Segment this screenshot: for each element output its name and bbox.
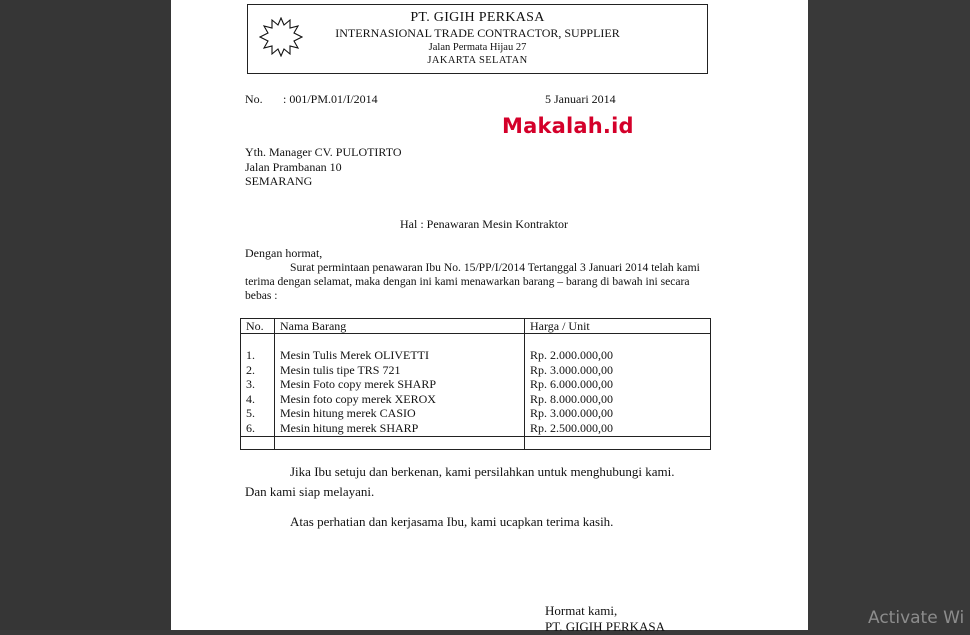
recipient-line-1: Yth. Manager CV. PULOTIRTO xyxy=(245,145,402,159)
intro-line-3: bebas : xyxy=(245,289,278,302)
blank-cell xyxy=(525,437,711,450)
table-blank-row xyxy=(241,437,711,450)
table-cell-no: 5. xyxy=(246,406,255,421)
letterhead-box xyxy=(247,4,708,74)
intro-line-2: terima dengan selamat, maka dengan ini kami menawarkan barang – barang di bawah ini secara xyxy=(245,275,690,288)
table-cell-name: Mesin Foto copy merek SHARP xyxy=(280,377,436,392)
number-label: No. xyxy=(245,92,263,106)
number-value: : 001/PM.01/I/2014 xyxy=(283,92,378,106)
offer-table xyxy=(240,318,711,450)
name-column xyxy=(275,334,525,437)
table-cell-price: Rp. 3.000.000,00 xyxy=(530,406,614,421)
document-page xyxy=(171,0,808,630)
table-cell-name: Mesin tulis tipe TRS 721 xyxy=(280,362,401,377)
closing-line-3: Atas perhatian dan kerjasama Ibu, kami ucapkan terima kasih. xyxy=(290,514,614,529)
company-tagline: INTERNASIONAL TRADE CONTRACTOR, SUPPLIER xyxy=(335,26,620,40)
table-cell-no: 1. xyxy=(246,348,255,363)
viewer-background-right xyxy=(808,0,970,630)
header-name: Nama Barang xyxy=(275,319,525,334)
signature-greeting: Hormat kami, xyxy=(545,603,618,618)
table-body-row xyxy=(241,334,711,437)
price-column xyxy=(525,334,711,437)
signature-company: PT. GIGIH PERKASA xyxy=(545,619,666,634)
recipient-line-2: Jalan Prambanan 10 xyxy=(245,160,342,174)
table-cell-name: Mesin hitung merek CASIO xyxy=(280,406,416,421)
table-cell-price: Rp. 2.500.000,00 xyxy=(530,420,614,435)
company-name: PT. GIGIH PERKASA xyxy=(410,10,545,25)
recipient-line-3: SEMARANG xyxy=(245,174,313,188)
header-price: Harga / Unit xyxy=(525,319,711,334)
table-cell-name: Mesin foto copy merek XEROX xyxy=(280,391,436,406)
table-cell-name: Mesin Tulis Merek OLIVETTI xyxy=(280,348,429,363)
no-column xyxy=(241,334,275,437)
table-cell-price: Rp. 2.000.000,00 xyxy=(530,348,614,363)
greeting: Dengan hormat, xyxy=(245,246,323,260)
table-header-row xyxy=(241,319,711,334)
viewer-background-left xyxy=(0,0,171,630)
header-no: No. xyxy=(241,319,275,334)
table-cell-no: 6. xyxy=(246,420,255,435)
closing-line-1: Jika Ibu setuju dan berkenan, kami persilahkan untuk menghubungi kami. xyxy=(290,464,675,479)
blank-cell xyxy=(275,437,525,450)
activate-windows-overlay: Activate Wi xyxy=(868,608,965,628)
table-cell-price: Rp. 8.000.000,00 xyxy=(530,391,614,406)
table-cell-price: Rp. 3.000.000,00 xyxy=(530,362,614,377)
table-cell-price: Rp. 6.000.000,00 xyxy=(530,377,614,392)
blank-cell xyxy=(241,437,275,450)
intro-line-1: Surat permintaan penawaran Ibu No. 15/PP/I/2014 Tertanggal 3 Januari 2014 telah kami xyxy=(290,261,700,274)
watermark-logo: Makalah.id xyxy=(502,114,634,138)
company-address: Jalan Permata Hijau 27 xyxy=(428,42,527,53)
subject-line: Hal : Penawaran Mesin Kontraktor xyxy=(400,217,568,231)
table-cell-name: Mesin hitung merek SHARP xyxy=(280,420,419,435)
company-city: JAKARTA SELATAN xyxy=(427,55,528,66)
table-cell-no: 3. xyxy=(246,377,255,392)
table-cell-no: 4. xyxy=(246,391,255,406)
closing-line-2: Dan kami siap melayani. xyxy=(245,484,375,499)
table-cell-no: 2. xyxy=(246,362,255,377)
letter-date: 5 Januari 2014 xyxy=(545,92,616,106)
